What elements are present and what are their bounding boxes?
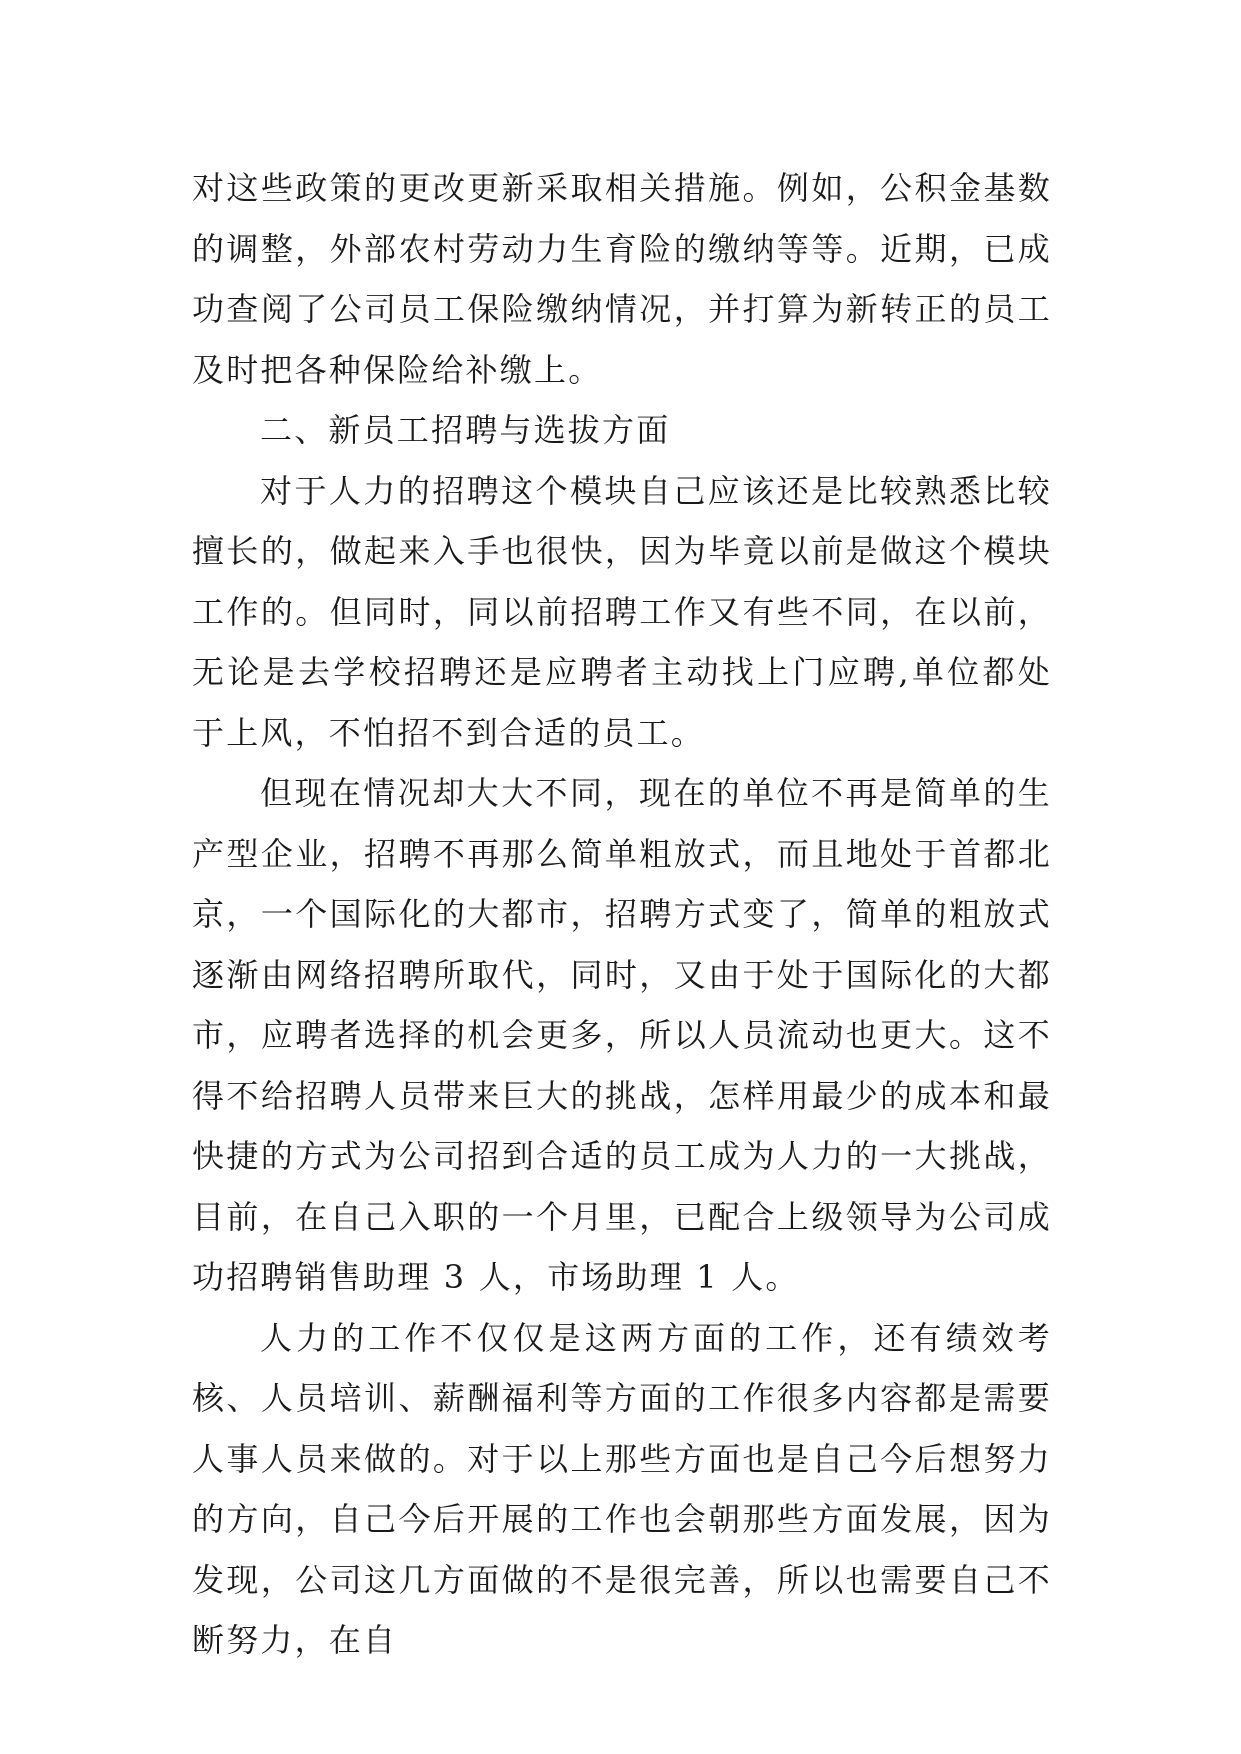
paragraph-continuation: 对这些政策的更改更新采取相关措施。例如，公积金基数的调整，外部农村劳动力生育险的缴纳等等。近期，已成功查阅了公司员工保险缴纳情况，并打算为新转正的员工及时把各种保险给补缴上。 xyxy=(192,169,1052,389)
paragraph-future-work: 人力的工作不仅仅是这两方面的工作，还有绩效考核、人员培训、薪酬福利等方面的工作很多内容都是需要人事人员来做的。对于以上那些方面也是自己今后想努力的方向，自己今后开展的工作也会朝那些方面发展，因为发现，公司这几方面做的不是很完善，所以也需要自己不断努力，在自 xyxy=(192,1318,1052,1659)
document-body xyxy=(192,158,1052,1671)
section-heading: 二、新员工招聘与选拔方面 xyxy=(260,411,671,449)
paragraph-recruitment-challenges: 但现在情况却大大不同，现在的单位不再是简单的生产型企业，招聘不再那么简单粗放式，而且地处于首都北京，一个国际化的大都市，招聘方式变了，简单的粗放式逐渐由网络招聘所取代，同时，又由于处于国际化的大都市，应聘者选择的机会更多，所以人员流动也更大。这不得不给招聘人员带来巨大的挑战，怎样用最少的成本和最快捷的方式为公司招到合适的员工成为人力的一大挑战，目前，在自己入职的一个月里，已配合上级领导为公司成功招聘销售助理 3 人，市场助理 1 人。 xyxy=(192,774,1052,1296)
paragraph-recruitment-familiarity: 对于人力的招聘这个模块自己应该还是比较熟悉比较擅长的，做起来入手也很快，因为毕竟以前是做这个模块工作的。但同时，同以前招聘工作又有些不同，在以前，无论是去学校招聘还是应聘者主动找上门应聘,单位都处于上风，不怕招不到合适的员工。 xyxy=(192,471,1052,752)
